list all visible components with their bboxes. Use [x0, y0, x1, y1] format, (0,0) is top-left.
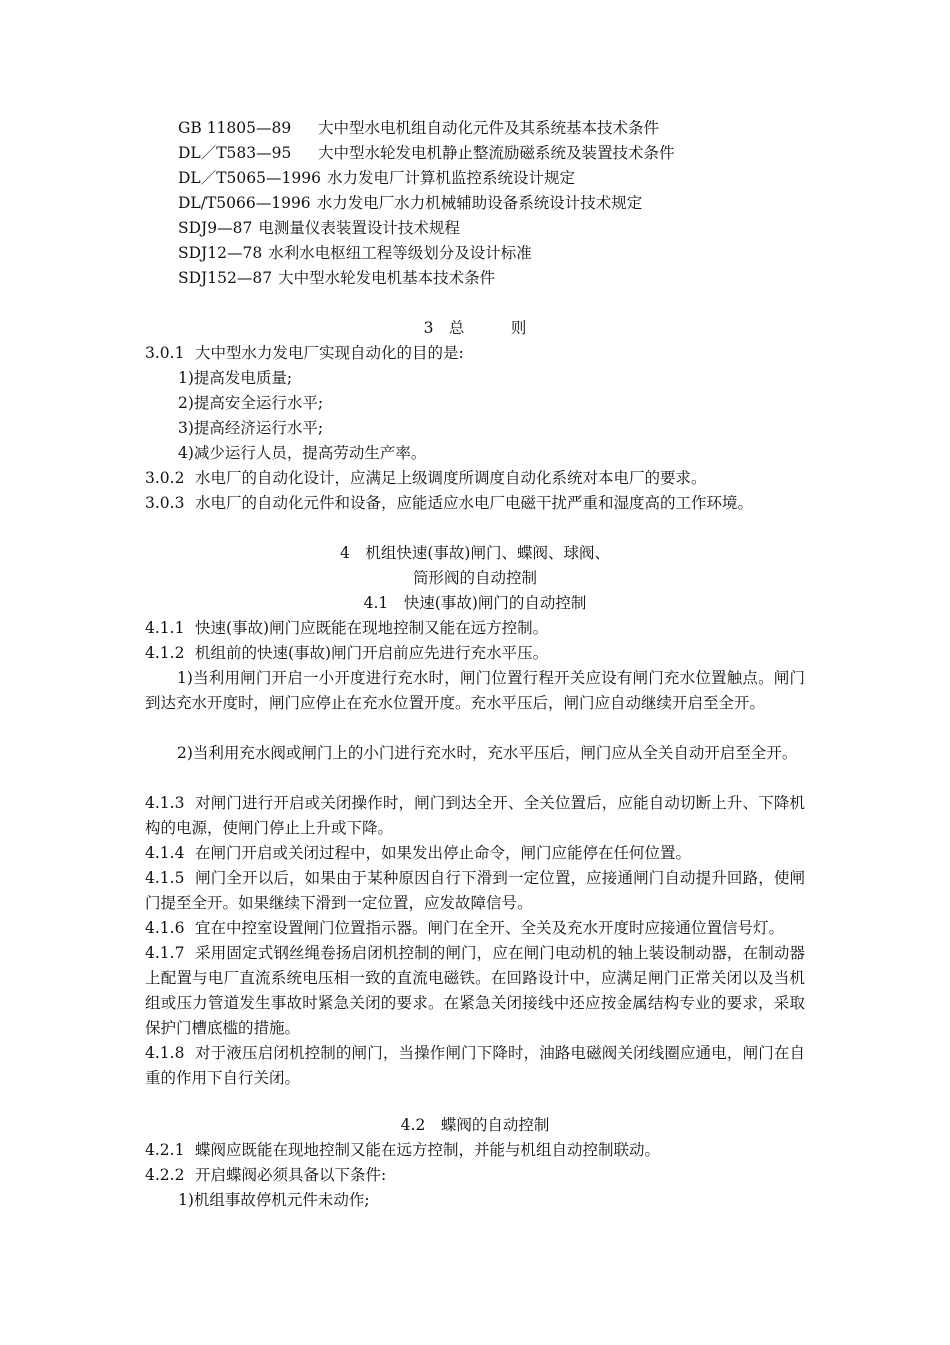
- reference-item: [178, 141, 675, 166]
- reference-item: [178, 266, 495, 291]
- reference-title: 大中型水轮发电机基本技术条件: [278, 269, 496, 287]
- clause-number: 3.0.1: [145, 344, 185, 362]
- chapter-3-title: 3 总 则: [423, 319, 527, 337]
- clause-number: 4.1.4: [145, 844, 185, 862]
- clause-text: 在闸门开启或关闭过程中，如果发出停止命令，闸门应能停在任何位置。: [195, 844, 692, 862]
- list-item: 1)机组事故停机元件未动作;: [178, 1191, 370, 1209]
- clause-4-2-1: [145, 1138, 660, 1163]
- clause-4-1-2: [145, 641, 548, 666]
- clause-4-1-8: [145, 1041, 805, 1091]
- clause-4-1-5: [145, 866, 805, 916]
- clause-4-1-2-item-2: 2)当利用充水阀或闸门上的小门进行充水时，充水平压后，闸门应从全关自动开启至全开。: [177, 744, 798, 762]
- clause-text: 宜在中控室设置闸门位置指示器。闸门在全开、全关及充水开度时应接通位置信号灯。: [195, 919, 785, 937]
- clause-number: 4.1.7: [145, 944, 185, 962]
- reference-item: [178, 191, 642, 216]
- clause-3-0-1: [145, 341, 464, 366]
- reference-title: 水力发电厂计算机监控系统设计规定: [326, 169, 575, 187]
- clause-text: 水电厂的自动化元件和设备，应能适应水电厂电磁干扰严重和湿度高的工作环境。: [195, 494, 754, 512]
- clause-4-2-2: [145, 1163, 386, 1188]
- list-item: 2)提高安全运行水平;: [178, 394, 324, 412]
- reference-title: 水利水电枢纽工程等级划分及设计标准: [268, 244, 532, 262]
- chapter-4-title-line2: 筒形阀的自动控制: [412, 569, 537, 587]
- list-item: 4)减少运行人员，提高劳动生产率。: [178, 444, 427, 462]
- clause-text: 闸门全开以后，如果由于某种原因自行下滑到一定位置，应接通闸门自动提升回路，使闸门提至全开。如果继续下滑到一定位置，应发故障信号。: [145, 869, 805, 912]
- clause-number: 4.1.6: [145, 919, 185, 937]
- clause-number: 4.1.1: [145, 619, 185, 637]
- reference-item: [178, 216, 460, 241]
- clause-text: 机组前的快速(事故)闸门开启前应先进行充水平压。: [195, 644, 549, 662]
- clause-number: 4.1.3: [145, 794, 185, 812]
- reference-code: SDJ152—87: [178, 269, 273, 287]
- clause-4-1-2-item-1: 1)当利用闸门开启一小开度进行充水时，闸门位置行程开关应设有闸门充水位置触点。闸门到达充水开度时，闸门应停止在充水位置开度。充水平压后，闸门应自动继续开启至全开。: [145, 669, 805, 712]
- clause-4-1-1: [145, 616, 548, 641]
- clause-text: 采用固定式钢丝绳卷扬启闭机控制的闸门，应在闸门电动机的轴上装设制动器，在制动器上配置与电厂直流系统电压相一致的直流电磁铁。在回路设计中，应满足闸门正常关闭以及当机组或压力管道发生事故时紧急关闭的要求。在紧急关闭接线中还应按金属结构专业的要求，采取保护门槽底槛的措施。: [145, 944, 805, 1037]
- clause-number: 4.1.2: [145, 644, 185, 662]
- clause-number: 4.2.1: [145, 1141, 185, 1159]
- clause-4-1-3: [145, 791, 805, 841]
- clause-number: 4.2.2: [145, 1166, 185, 1184]
- list-item: 3)提高经济运行水平;: [178, 419, 324, 437]
- clause-4-1-4: [145, 841, 691, 866]
- clause-text: 对于液压启闭机控制的闸门，当操作闸门下降时，油路电磁阀关闭线圈应通电，闸门在自重的作用下自行关闭。: [145, 1044, 805, 1087]
- reference-item: [178, 116, 659, 141]
- clause-4-1-7: [145, 941, 805, 1041]
- clause-text: 开启蝶阀必须具备以下条件:: [195, 1166, 387, 1184]
- chapter-4-title-line1: 4 机组快速(事故)闸门、蝶阀、球阀、: [340, 544, 610, 562]
- section-4-2-title: 4.2 蝶阀的自动控制: [400, 1116, 550, 1134]
- reference-item: [178, 241, 532, 266]
- reference-code: DL／T5065—1996: [178, 169, 321, 187]
- clause-text: 快速(事故)闸门应既能在现地控制又能在远方控制。: [195, 619, 549, 637]
- reference-title: 大中型水轮发电机静止整流励磁系统及装置技术条件: [318, 144, 675, 162]
- reference-title: 电测量仪表装置设计技术规程: [258, 219, 460, 237]
- reference-title: 大中型水电机组自动化元件及其系统基本技术条件: [318, 119, 660, 137]
- reference-code: DL/T5066—1996: [178, 194, 311, 212]
- clause-text: 蝶阀应既能在现地控制又能在远方控制，并能与机组自动控制联动。: [195, 1141, 661, 1159]
- clause-3-0-3: [145, 491, 753, 516]
- list-item: 1)提高发电质量;: [178, 369, 293, 387]
- reference-code: SDJ9—87: [178, 219, 253, 237]
- clause-text: 水电厂的自动化设计，应满足上级调度所调度自动化系统对本电厂的要求。: [195, 469, 707, 487]
- clause-number: 3.0.3: [145, 494, 185, 512]
- clause-number: 3.0.2: [145, 469, 185, 487]
- reference-item: [178, 166, 575, 191]
- clause-text: 大中型水力发电厂实现自动化的目的是:: [195, 344, 464, 362]
- clause-number: 4.1.8: [145, 1044, 185, 1062]
- clause-text: 对闸门进行开启或关闭操作时，闸门到达全开、全关位置后，应能自动切断上升、下降机构的电源，使闸门停止上升或下降。: [145, 794, 805, 837]
- reference-code: GB 11805—89: [178, 119, 292, 137]
- reference-title: 水力发电厂水力机械辅助设备系统设计技术规定: [316, 194, 643, 212]
- clause-3-0-2: [145, 466, 707, 491]
- reference-code: SDJ12—78: [178, 244, 263, 262]
- reference-code: DL／T583—95: [178, 144, 292, 162]
- section-4-1-title: 4.1 快速(事故)闸门的自动控制: [363, 594, 587, 612]
- clause-4-1-6: [145, 916, 784, 941]
- clause-number: 4.1.5: [145, 869, 185, 887]
